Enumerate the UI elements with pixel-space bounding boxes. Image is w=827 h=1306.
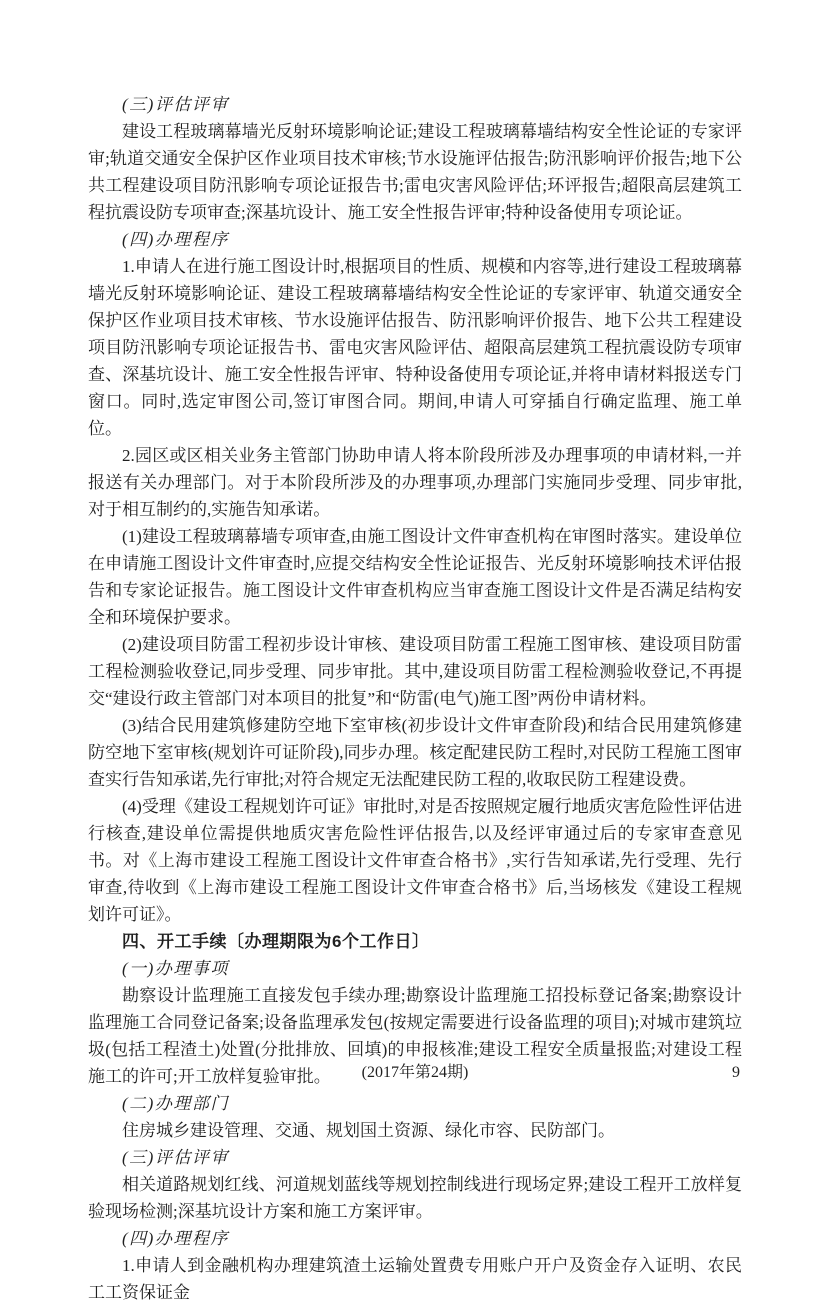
section-heading-handling-procedure-2: (四)办理程序 <box>122 1229 229 1248</box>
footer-issue-label: (2017年第24期) <box>361 1064 469 1081</box>
paragraph-handling-departments: 住房城乡建设管理、交通、规划国土资源、绿化市容、民防部门。 <box>122 1121 615 1140</box>
paragraph-procedure-item-2: (2)建设项目防雷工程初步设计审核、建设项目防雷工程施工图审核、建设项目防雷工程检测验收登记,同步受理、同步审批。其中,建设项目防雷工程检测验收登记,不再提交“建设行政主管部门对本项目的批复”和“防雷(电气)施工图”两份申请材料。 <box>88 635 742 708</box>
section-heading-handling-departments: (二)办理部门 <box>122 1094 229 1113</box>
paragraph-evaluation-items-2: 相关道路规划红线、河道规划蓝线等规划控制线进行现场定界;建设工程开工放样复验现场检测;深基坑设计方案和施工方案评审。 <box>88 1175 742 1221</box>
paragraph-procedure-item-3: (3)结合民用建筑修建防空地下室审核(初步设计文件审查阶段)和结合民用建筑修建防空地下室审核(规划许可证阶段),同步办理。核定配建民防工程时,对民防工程施工图审查实行告知承诺,先行审批;对符合规定无法配建民防工程的,收取民防工程建设费。 <box>88 716 742 789</box>
paragraph-procedure-item-1: (1)建设工程玻璃幕墙专项审查,由施工图设计文件审查机构在审图时落实。建设单位在申请施工图设计文件审查时,应提交结构安全性论证报告、光反射环境影响技术评估报告和专家论证报告。施工图设计文件审查机构应当审查施工图设计文件是否满足结构安全和环境保护要求。 <box>88 527 742 627</box>
section-heading-evaluation-review: (三)评估评审 <box>122 95 229 114</box>
chapter-heading-construction-start: 四、开工手续〔办理期限为6个工作日〕 <box>122 932 430 951</box>
section-heading-evaluation-review-2: (三)评估评审 <box>122 1148 229 1167</box>
page-footer <box>88 1059 742 1086</box>
paragraph-handling-matters: 勘察设计监理施工直接发包手续办理;勘察设计监理施工招投标登记备案;勘察设计监理施工合同登记备案;设备监理承发包(按规定需要进行设备监理的项目);对城市建筑垃圾(包括工程渣土)处置(分批排放、回填)的申报核准;建设工程安全质量报监;对建设工程施工的许可;开工放样复验审批。 <box>88 986 742 1086</box>
paragraph-evaluation-items: 建设工程玻璃幕墙光反射环境影响论证;建设工程玻璃幕墙结构安全性论证的专家评审;轨道交通安全保护区作业项目技术审核;节水设施评估报告;防汛影响评价报告;地下公共工程建设项目防汛影响专项论证报告书;雷电灾害风险评估;环评报告;超限高层建筑工程抗震设防专项审查;深基坑设计、施工安全性报告评审;特种设备使用专项论证。 <box>88 122 742 222</box>
section-heading-handling-procedure: (四)办理程序 <box>122 230 229 249</box>
paragraph-procedure-2-step-1: 1.申请人到金融机构办理建筑渣土运输处置费专用账户开户及资金存入证明、农民工工资保证金 <box>88 1256 742 1302</box>
page-number: 9 <box>732 1064 740 1081</box>
section-heading-handling-matters: (一)办理事项 <box>122 959 229 978</box>
paragraph-procedure-step-2: 2.园区或区相关业务主管部门协助申请人将本阶段所涉及办理事项的申请材料,一并报送有关办理部门。对于本阶段所涉及的办理事项,办理部门实施同步受理、同步审批,对于相互制约的,实施告知承诺。 <box>88 446 742 519</box>
paragraph-procedure-step-1: 1.申请人在进行施工图设计时,根据项目的性质、规模和内容等,进行建设工程玻璃幕墙光反射环境影响论证、建设工程玻璃幕墙结构安全性论证的专家评审、轨道交通安全保护区作业项目技术审核、节水设施评估报告、防汛影响评价报告、地下公共工程建设项目防汛影响专项论证报告书、雷电灾害风险评估、超限高层建筑工程抗震设防专项审查、深基坑设计、施工安全性报告评审、特种设备使用专项论证,并将申请材料报送专门窗口。同时,选定审图公司,签订审图合同。期间,申请人可穿插自行确定监理、施工单位。 <box>88 257 742 438</box>
paragraph-procedure-item-4: (4)受理《建设工程规划许可证》审批时,对是否按照规定履行地质灾害危险性评估进行核查,建设单位需提供地质灾害危险性评估报告,以及经评审通过后的专家审查意见书。对《上海市建设工程施工图设计文件审查合格书》,实行告知承诺,先行受理、先行审查,待收到《上海市建设工程施工图设计文件审查合格书》后,当场核发《建设工程规划许可证》。 <box>88 797 742 924</box>
document-text-area <box>88 91 742 1306</box>
